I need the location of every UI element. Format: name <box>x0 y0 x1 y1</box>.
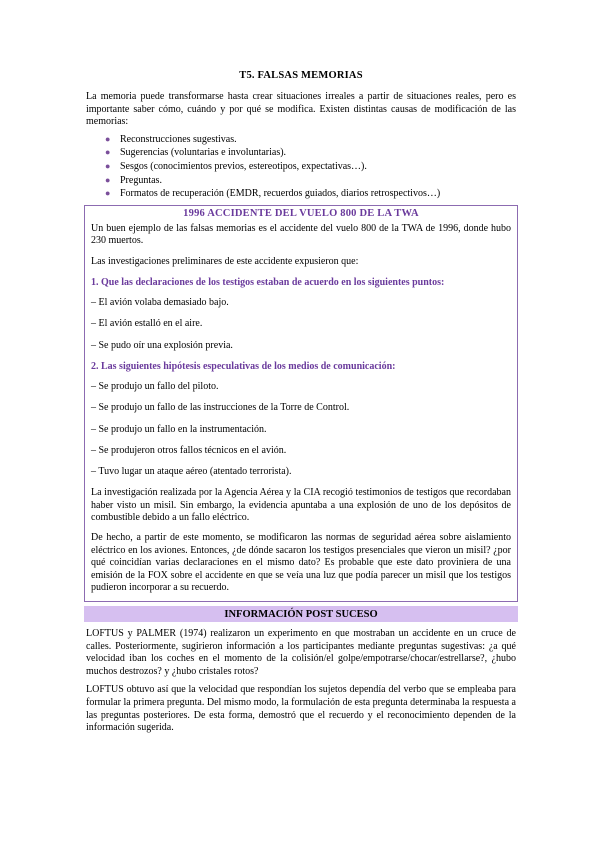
bullet-icon: ● <box>105 174 111 185</box>
post-event-section <box>86 628 516 735</box>
post-event-heading: INFORMACIÓN POST SUCESO <box>84 606 518 622</box>
list-item: – El avión estalló en el aire. <box>91 318 203 330</box>
twa-case-box <box>84 205 518 602</box>
twa-paragraph-1: Un buen ejemplo de las falsas memorias es el accidente del vuelo 800 de la TWA de 1996, donde hubo 230 muertos. <box>91 222 511 247</box>
twa-case-heading: 1996 ACCIDENTE DEL VUELO 800 DE LA TWA <box>183 207 419 219</box>
document-content <box>86 70 516 741</box>
causes-list <box>86 133 516 201</box>
bullet-icon: ● <box>105 133 111 144</box>
list-item: – El avión volaba demasiado bajo. <box>91 297 229 309</box>
list-item: ● Preguntas. <box>105 174 162 186</box>
list-item: – Tuvo lugar un ataque aéreo (atentado terrorista). <box>91 466 292 478</box>
list-item: ● Sesgos (conocimientos previos, estereotipos, expectativas…). <box>105 160 367 172</box>
twa-subheading-2: 2. Las siguientes hipótesis especulativas de los medios de comunicación: <box>91 360 396 372</box>
post-paragraph-2: LOFTUS obtuvo así que la velocidad que respondían los sujetos dependía del verbo que se empleaba para formular la primera pregunta. Del mismo modo, la formulación de esta pregunta determinaba la respuesta a las preguntas posteriores. De esta forma, demostró que el recuerdo y el reconocimiento dependen de la información sugerida. <box>86 684 516 734</box>
post-paragraph-1: LOFTUS y PALMER (1974) realizaron un experimento en que mostraban un accidente en un cruce de calles. Posteriormente, sugirieron información a los participantes mediante preguntas sugestivas: ¿a qué velocidad iban los coches en el momento de la colisión/el golpe/empotrarse/chocar/estrellarse?, ¿hubo muchos destrozos? y ¿hubo cristales rotos? <box>86 627 516 677</box>
list-item: ● Reconstrucciones sugestivas. <box>105 133 237 145</box>
intro-paragraph: La memoria puede transformarse hasta crear situaciones irreales a partir de situaciones reales, pero es importante saber cómo, cuándo y por qué se modifica. Existen distintas causas de modificación de las memorias: <box>86 91 516 128</box>
twa-paragraph-3: La investigación realizada por la Agencia Aérea y la CIA recogió testimonios de testigos que recordaban haber visto un misil. Sin embargo, la evidencia apuntaba a una explosión de uno de los depósitos de combustible debido a un fallo eléctrico. <box>91 487 511 524</box>
list-item: – Se produjo un fallo en la instrumentación. <box>91 423 267 435</box>
bullet-icon: ● <box>105 147 111 158</box>
twa-subheading-1: 1. Que las declaraciones de los testigos estaban de acuerdo en los siguientes puntos: <box>91 276 445 288</box>
list-item: – Se produjo un fallo de las instrucciones de la Torre de Control. <box>91 402 350 414</box>
bullet-icon: ● <box>105 160 111 171</box>
twa-paragraph-2: Las investigaciones preliminares de este accidente expusieron que: <box>91 255 359 267</box>
page-title: T5. FALSAS MEMORIAS <box>239 70 363 81</box>
list-item: – Se produjo un fallo del piloto. <box>91 381 219 393</box>
bullet-icon: ● <box>105 188 111 199</box>
list-item: – Se produjeron otros fallos técnicos en el avión. <box>91 444 287 456</box>
twa-paragraph-4: De hecho, a partir de este momento, se modificaron las normas de seguridad aérea sobre aislamiento eléctrico en los aviones. Entonces, ¿de dónde sacaron los testigos presenciales que vieron un misil? ¿por qué coincidían varias declaraciones en el mismo dato? Es probable que este dato proviniera de una emisión de la FOX sobre el accidente en que se veía una luz que podía parecer un misil que los testigos pudieron incorporar a su recuerdo. <box>91 532 511 594</box>
list-item: ● Formatos de recuperación (EMDR, recuerdos guiados, diarios retrospectivos…) <box>105 188 441 200</box>
list-item: ● Sugerencias (voluntarias e involuntarias). <box>105 147 287 159</box>
list-item: – Se pudo oír una explosión previa. <box>91 339 233 351</box>
